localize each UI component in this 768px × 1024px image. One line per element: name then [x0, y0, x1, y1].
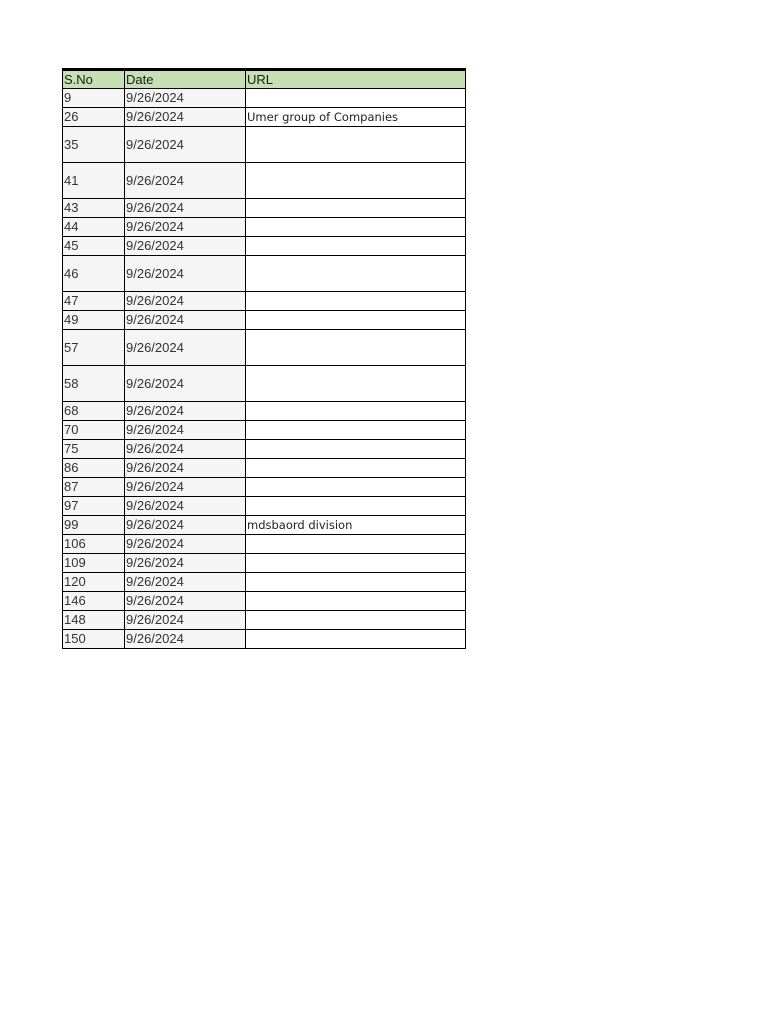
table-row	[63, 573, 466, 592]
cell-sno[interactable]: 68	[63, 402, 125, 421]
cell-url[interactable]	[246, 218, 466, 237]
cell-sno[interactable]: 99	[63, 516, 125, 535]
table-row	[63, 611, 466, 630]
table-row	[63, 497, 466, 516]
cell-url[interactable]	[246, 292, 466, 311]
cell-date[interactable]: 9/26/2024	[125, 611, 246, 630]
table-row	[63, 554, 466, 573]
cell-date[interactable]: 9/26/2024	[125, 592, 246, 611]
cell-url[interactable]: Umer group of Companies	[246, 108, 466, 127]
table-row	[63, 311, 466, 330]
cell-date[interactable]: 9/26/2024	[125, 311, 246, 330]
cell-sno[interactable]: 9	[63, 89, 125, 108]
table-row	[63, 516, 466, 535]
cell-date[interactable]: 9/26/2024	[125, 535, 246, 554]
header-date[interactable]: Date	[125, 70, 246, 89]
cell-sno[interactable]: 58	[63, 366, 125, 402]
cell-url[interactable]	[246, 478, 466, 497]
cell-sno[interactable]: 45	[63, 237, 125, 256]
cell-date[interactable]: 9/26/2024	[125, 199, 246, 218]
cell-sno[interactable]: 97	[63, 497, 125, 516]
cell-url[interactable]	[246, 89, 466, 108]
table-row	[63, 163, 466, 199]
cell-url[interactable]	[246, 611, 466, 630]
table-row	[63, 127, 466, 163]
cell-date[interactable]: 9/26/2024	[125, 402, 246, 421]
table-row	[63, 218, 466, 237]
cell-date[interactable]: 9/26/2024	[125, 108, 246, 127]
cell-sno[interactable]: 43	[63, 199, 125, 218]
cell-date[interactable]: 9/26/2024	[125, 218, 246, 237]
cell-url[interactable]	[246, 630, 466, 649]
cell-url[interactable]	[246, 459, 466, 478]
cell-sno[interactable]: 109	[63, 554, 125, 573]
cell-date[interactable]: 9/26/2024	[125, 127, 246, 163]
cell-url[interactable]	[246, 497, 466, 516]
cell-sno[interactable]: 57	[63, 330, 125, 366]
table-body	[63, 89, 466, 649]
cell-date[interactable]: 9/26/2024	[125, 478, 246, 497]
cell-sno[interactable]: 87	[63, 478, 125, 497]
table-row	[63, 535, 466, 554]
table-row	[63, 459, 466, 478]
cell-sno[interactable]: 41	[63, 163, 125, 199]
cell-date[interactable]: 9/26/2024	[125, 516, 246, 535]
cell-sno[interactable]: 86	[63, 459, 125, 478]
table-row	[63, 366, 466, 402]
table-row	[63, 592, 466, 611]
cell-date[interactable]: 9/26/2024	[125, 497, 246, 516]
cell-sno[interactable]: 46	[63, 256, 125, 292]
cell-date[interactable]: 9/26/2024	[125, 573, 246, 592]
cell-url[interactable]	[246, 199, 466, 218]
cell-date[interactable]: 9/26/2024	[125, 366, 246, 402]
cell-date[interactable]: 9/26/2024	[125, 330, 246, 366]
cell-date[interactable]: 9/26/2024	[125, 421, 246, 440]
cell-url[interactable]	[246, 535, 466, 554]
cell-sno[interactable]: 49	[63, 311, 125, 330]
cell-url[interactable]	[246, 366, 466, 402]
cell-url[interactable]	[246, 421, 466, 440]
table-row	[63, 256, 466, 292]
cell-sno[interactable]: 70	[63, 421, 125, 440]
cell-sno[interactable]: 75	[63, 440, 125, 459]
cell-url[interactable]	[246, 440, 466, 459]
cell-date[interactable]: 9/26/2024	[125, 237, 246, 256]
cell-date[interactable]: 9/26/2024	[125, 459, 246, 478]
cell-sno[interactable]: 120	[63, 573, 125, 592]
cell-date[interactable]: 9/26/2024	[125, 440, 246, 459]
cell-url[interactable]	[246, 573, 466, 592]
cell-url[interactable]: mdsbaord division	[246, 516, 466, 535]
cell-sno[interactable]: 44	[63, 218, 125, 237]
cell-url[interactable]	[246, 311, 466, 330]
cell-url[interactable]	[246, 554, 466, 573]
table-row	[63, 402, 466, 421]
table-row	[63, 89, 466, 108]
cell-sno[interactable]: 106	[63, 535, 125, 554]
cell-sno[interactable]: 150	[63, 630, 125, 649]
cell-sno[interactable]: 26	[63, 108, 125, 127]
table-row	[63, 237, 466, 256]
table-row	[63, 292, 466, 311]
data-table	[62, 68, 466, 649]
cell-date[interactable]: 9/26/2024	[125, 554, 246, 573]
cell-sno[interactable]: 146	[63, 592, 125, 611]
cell-date[interactable]: 9/26/2024	[125, 630, 246, 649]
table-row	[63, 440, 466, 459]
table-row	[63, 478, 466, 497]
cell-date[interactable]: 9/26/2024	[125, 163, 246, 199]
table-row	[63, 630, 466, 649]
table-row	[63, 421, 466, 440]
cell-url[interactable]	[246, 592, 466, 611]
cell-url[interactable]	[246, 402, 466, 421]
table-row	[63, 199, 466, 218]
cell-date[interactable]: 9/26/2024	[125, 89, 246, 108]
cell-url[interactable]	[246, 127, 466, 163]
cell-url[interactable]	[246, 163, 466, 199]
table-row	[63, 108, 466, 127]
header-row	[63, 70, 466, 89]
cell-url[interactable]	[246, 330, 466, 366]
table-row	[63, 330, 466, 366]
cell-sno[interactable]: 47	[63, 292, 125, 311]
cell-url[interactable]	[246, 256, 466, 292]
cell-sno[interactable]: 35	[63, 127, 125, 163]
header-sno[interactable]: S.No	[63, 70, 125, 89]
cell-sno[interactable]: 148	[63, 611, 125, 630]
cell-date[interactable]: 9/26/2024	[125, 292, 246, 311]
cell-url[interactable]	[246, 237, 466, 256]
header-url[interactable]: URL	[246, 70, 466, 89]
cell-date[interactable]: 9/26/2024	[125, 256, 246, 292]
